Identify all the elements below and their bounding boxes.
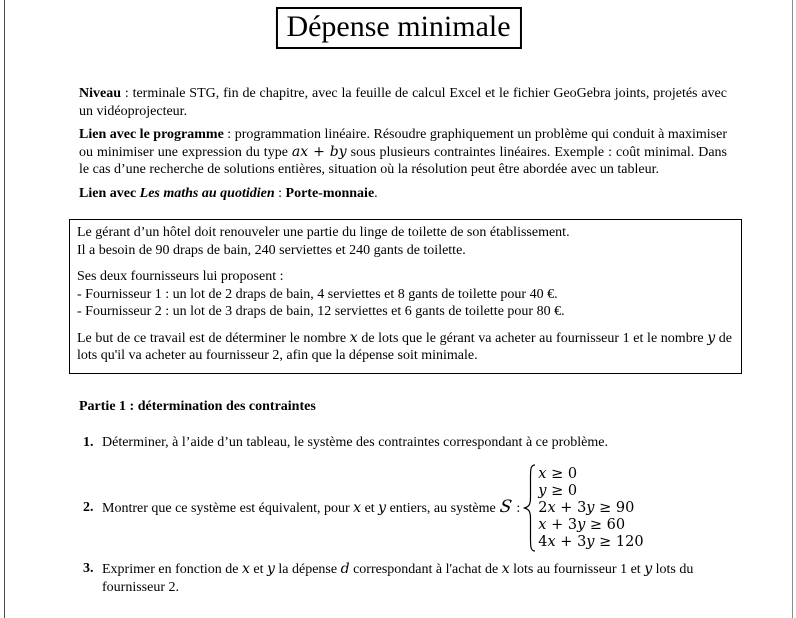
intro-section <box>79 85 727 208</box>
niveau-label: Niveau <box>79 86 121 101</box>
niveau-text: : terminale STG, fin de chapitre, avec la feuille de calcul Excel et le fichier GeoGebra joints, projetés avec un vidéoprojecteur. <box>79 86 727 119</box>
quotidien-book-title: Les maths au quotidien <box>139 185 275 201</box>
quotidien-value: Porte-monnaie <box>285 185 375 201</box>
q3-var-y: y <box>266 561 275 577</box>
goal-paragraph <box>77 330 732 365</box>
goal-text-1: Le but de ce travail est de déterminer le nombre <box>77 330 350 346</box>
q2-text-3: entiers, au système <box>386 501 500 516</box>
goal-text-3: de lots qu'il va acheter au fournisseur 2, afin que la dépense soit minimale. <box>77 330 732 363</box>
document-page <box>4 0 793 618</box>
document-title: Dépense minimale <box>286 10 511 43</box>
niveau-paragraph <box>79 85 727 120</box>
question-2-text <box>102 498 520 518</box>
q2-text-2: et <box>361 501 379 516</box>
programme-label: Lien avec le programme <box>79 127 224 142</box>
quotidien-paragraph <box>79 185 727 203</box>
q3-var-d: d <box>340 561 350 577</box>
q3-var-x2: x <box>501 561 510 577</box>
system-line-3: 2x + 3y ≥ 90 <box>538 499 635 516</box>
system-lines <box>538 466 643 551</box>
system-line-5: 4x + 3y ≥ 120 <box>538 533 644 550</box>
question-2-number: 2. <box>83 500 94 515</box>
programme-text-2: sous plusieurs contraintes linéaires. Exemple : coût minimal. Dans le cas d’une recherche de solutions entières, situation où la résolution peut être abordée avec un tableur. <box>79 144 728 177</box>
title-box <box>275 7 521 49</box>
question-1-text: Déterminer, à l’aide d’un tableau, le système des contraintes correspondant à ce problème. <box>102 435 608 450</box>
system-script-s-symbol: S <box>498 497 514 517</box>
question-3 <box>83 560 733 597</box>
question-2 <box>83 463 644 553</box>
q3-var-x: x <box>241 561 250 577</box>
left-brace-icon <box>523 463 536 553</box>
partie-1-heading: Partie 1 : détermination des contraintes <box>79 399 316 414</box>
system-line-2: y ≥ 0 <box>538 482 578 499</box>
q2-var-x: x <box>353 500 362 516</box>
programme-math-expression: ax + by <box>291 143 347 160</box>
problem-statement-box <box>69 219 742 374</box>
problem-line: Le gérant d’un hôtel doit renouveler une partie du linge de toilette de son établissement. <box>77 225 570 240</box>
q3-text-5: lots au fournisseur 1 et <box>509 562 645 577</box>
question-3-number: 3. <box>83 561 94 576</box>
q3-text-3: la dépense <box>274 562 341 577</box>
programme-text-1: : programmation linéaire. Résoudre graphiquement un problème qui conduit à maximiser ou minimiser une expression du type <box>79 127 727 160</box>
constraint-system <box>523 463 643 553</box>
quotidien-period: . <box>374 185 378 201</box>
q2-var-y: y <box>378 500 387 516</box>
supplier-2-line: - Fournisseur 2 : un lot de 3 draps de bain, 12 serviettes et 6 gants de toilette pour 80 €. <box>77 304 565 319</box>
question-1-number: 1. <box>83 435 94 450</box>
goal-var-x: x <box>349 329 358 346</box>
problem-line: Il a besoin de 90 draps de bain, 240 serviettes et 240 gants de toilette. <box>77 242 466 258</box>
q2-text-1: Montrer que ce système est équivalent, pour <box>102 501 354 516</box>
quotidien-label: Lien avec <box>79 185 140 201</box>
problem-intro-lines <box>77 224 732 259</box>
programme-paragraph <box>79 126 727 179</box>
q3-var-y2: y <box>644 561 653 577</box>
quotidien-separator: : <box>274 185 286 201</box>
suppliers-intro-line: Ses deux fournisseurs lui proposent : <box>77 269 284 284</box>
q2-colon: : <box>512 501 521 516</box>
system-line-4: x + 3y ≥ 60 <box>538 516 626 533</box>
question-3-text <box>102 560 733 597</box>
question-1 <box>83 434 723 452</box>
suppliers-lines <box>77 268 732 321</box>
q3-text-4: correspondant à l'achat de <box>349 562 502 577</box>
q3-text-6: lots du fournisseur 2. <box>102 562 694 595</box>
supplier-1-line: - Fournisseur 1 : un lot de 2 draps de bain, 4 serviettes et 8 gants de toilette pour 40 €. <box>77 286 558 302</box>
q3-text-2: et <box>249 562 267 577</box>
q3-text-1: Exprimer en fonction de <box>102 562 242 577</box>
goal-var-y: y <box>707 329 716 346</box>
goal-text-2: de lots que le gérant va acheter au fournisseur 1 et le nombre <box>357 330 708 346</box>
system-line-1: x ≥ 0 <box>538 465 578 482</box>
